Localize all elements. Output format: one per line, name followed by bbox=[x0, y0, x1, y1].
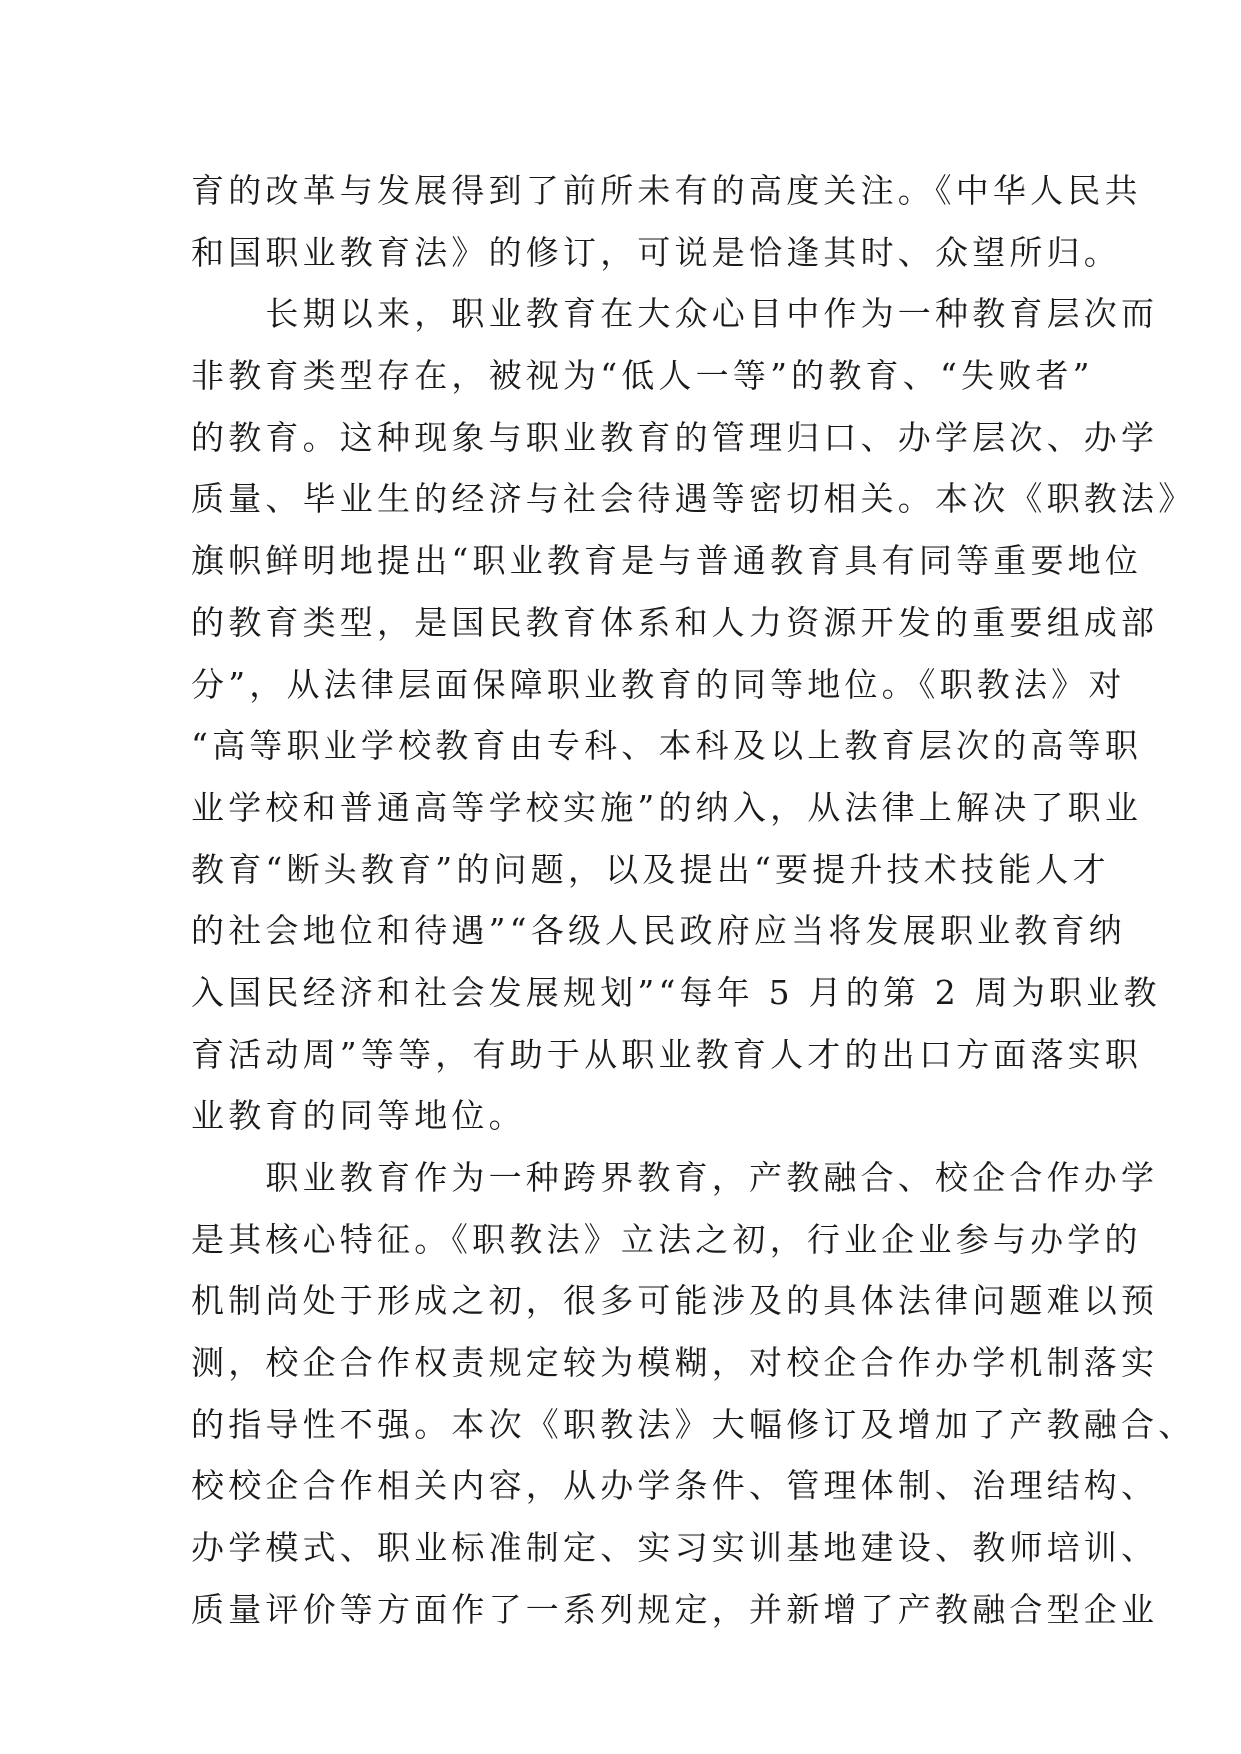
text-line: 的教育。这种现象与职业教育的管理归口、办学层次、办学 bbox=[191, 417, 1159, 457]
text-line: 是其核心特征。《职教法》立法之初，行业企业参与办学的 bbox=[191, 1219, 1142, 1259]
text-line: 业学校和普通高等学校实施”的纳入，从法律上解决了职业 bbox=[191, 787, 1143, 827]
text-line: 办学模式、职业标准制定、实习实训基地建设、教师培训、 bbox=[191, 1528, 1159, 1568]
text-line: 机制尚处于形成之初，很多可能涉及的具体法律问题难以预 bbox=[191, 1281, 1159, 1321]
text-line: 校校企合作相关内容，从办学条件、管理体制、治理结构、 bbox=[191, 1466, 1159, 1506]
text-line: 育的改革与发展得到了前所未有的高度关注。《中华人民共 bbox=[191, 171, 1142, 210]
text-line: 质量、毕业生的经济与社会待遇等密切相关。本次《职教法》 bbox=[191, 479, 1196, 519]
text-line: 育活动周”等等，有助于从职业教育人才的出口方面落实职 bbox=[191, 1034, 1143, 1074]
text-line: 的社会地位和待遇”“各级人民政府应当将发展职业教育纳 bbox=[191, 911, 1126, 951]
text-line: 职业教育作为一种跨界教育，产教融合、校企合作办学 bbox=[191, 1158, 1159, 1197]
text-line: 分”，从法律层面保障职业教育的同等地位。《职教法》对 bbox=[191, 664, 1126, 704]
text-line: 入国民经济和社会发展规划”“每年 5 月的第 2 周为职业教 bbox=[191, 972, 1161, 1012]
text-line: 非教育类型存在，被视为“低人一等”的教育、“失败者” bbox=[191, 356, 1094, 396]
text-line: 业教育的同等地位。 bbox=[191, 1096, 526, 1136]
text-line: 旗帜鲜明地提出“职业教育是与普通教育具有同等重要地位 bbox=[191, 541, 1143, 581]
text-line: 和国职业教育法》的修订，可说是恰逢其时、众望所归。 bbox=[191, 232, 1121, 272]
body-text bbox=[191, 160, 1196, 1641]
text-line: 的教育类型，是国民教育体系和人力资源开发的重要组成部 bbox=[191, 602, 1159, 642]
text-line: 长期以来，职业教育在大众心目中作为一种教育层次而 bbox=[191, 294, 1159, 334]
text-line: 的指导性不强。本次《职教法》大幅修订及增加了产教融合、 bbox=[191, 1404, 1196, 1444]
text-line: 教育“断头教育”的问题，以及提出“要提升技术技能人才 bbox=[191, 849, 1110, 889]
text-line: 测，校企合作权责规定较为模糊，对校企合作办学机制落实 bbox=[191, 1343, 1159, 1383]
text-line: 质量评价等方面作了一系列规定，并新增了产教融合型企业 bbox=[191, 1589, 1159, 1629]
text-line: “高等职业学校教育由专科、本科及以上教育层次的高等职 bbox=[191, 726, 1143, 766]
